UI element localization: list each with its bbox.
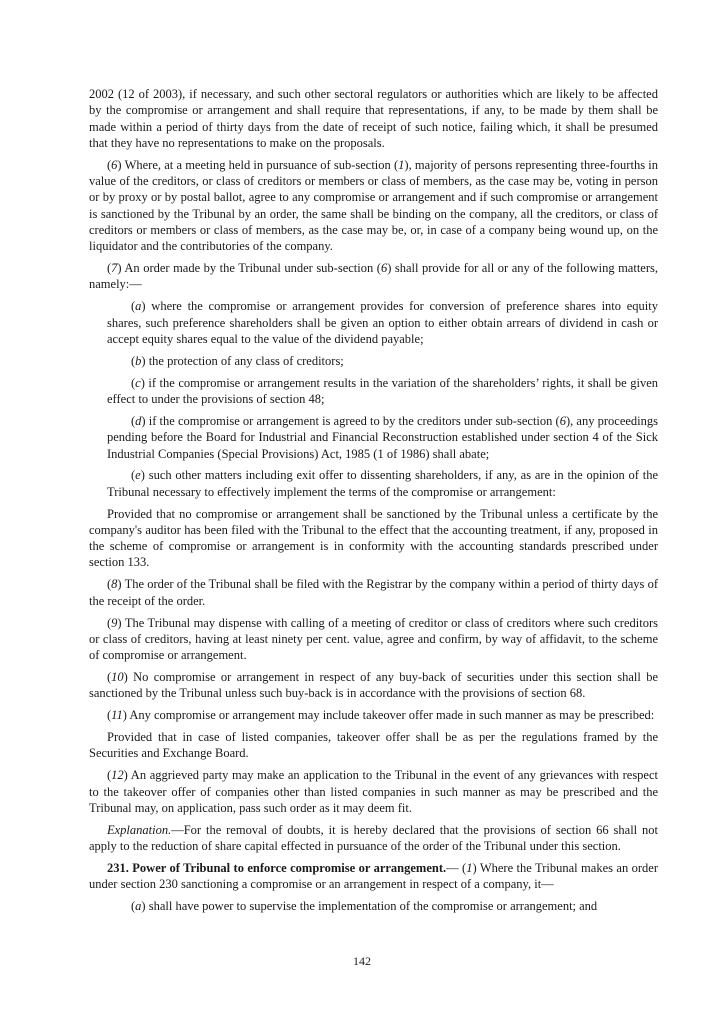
italic-text: e <box>135 468 141 483</box>
italic-text: 10 <box>111 670 124 685</box>
text-run: ) No compromise or arrangement in respect of any buy-back of securities under this section shall be sanctioned by the Tribunal unless such buy-back is in accordance with the provisions of section 68. <box>89 670 658 701</box>
text-run: ) Where, at a meeting held in pursuance of sub-section ( <box>117 157 399 172</box>
text-run: ( <box>107 615 112 630</box>
text-run: ) where the compromise or arrangement provides for conversion of preference shares into equity shares, such preference shareholders shall be given an option to either obtain arrears of dividend in cash or accept equity shares equal to the value of the dividend payable; <box>107 299 658 346</box>
text-run: ( <box>131 468 136 483</box>
text-run: ( <box>107 768 112 783</box>
text-run: 2002 (12 of 2003), if necessary, and such other sectoral regulators or authorities which are likely to be affected by the compromise or arrangement and shall require that representations, if any, to be made by them shall be made within a period of thirty days from the date of receipt of such notice, failing which, it shall be presumed that they have no representations to make on the proposals. <box>89 87 658 150</box>
italic-text: a <box>135 899 142 914</box>
text-run: ( <box>107 157 112 172</box>
text-run: ) An aggrieved party may make an application to the Tribunal in the event of any grievances with respect to the takeover offer of companies other than listed companies in such manner as may be prescribed and the Tribunal may, on application, pass such order as it may deem fit. <box>89 768 658 815</box>
italic-text: 6 <box>380 261 388 276</box>
paragraph <box>89 767 658 816</box>
paragraph <box>89 860 658 893</box>
text-run: ) the protection of any class of creditors; <box>141 353 344 368</box>
document-body <box>89 86 658 920</box>
italic-text: 1 <box>398 157 405 172</box>
italic-text: c <box>135 375 141 390</box>
paragraph <box>89 729 658 762</box>
section-heading: 231. Power of Tribunal to enforce compromise or arrangement. <box>107 860 447 875</box>
text-run: ( <box>131 353 136 368</box>
paragraph <box>107 467 658 500</box>
italic-text: a <box>135 299 142 314</box>
paragraph <box>89 707 658 723</box>
text-run: —For the removal of doubts, it is hereby declared that the provisions of section 66 shall not apply to the reduction of share capital effected in pursuance of the order of the Tribunal under this section. <box>89 822 658 854</box>
italic-text: 9 <box>111 615 118 630</box>
paragraph <box>89 506 658 571</box>
paragraph <box>107 898 658 914</box>
italic-text: 6 <box>559 413 566 428</box>
text-run: ( <box>107 708 112 723</box>
italic-text: Explanation. <box>107 822 172 837</box>
italic-text: 1 <box>466 860 473 875</box>
text-run: ) The order of the Tribunal shall be filed with the Registrar by the company within a period of thirty days of the receipt of the order. <box>89 577 658 608</box>
text-run: ), any proceedings pending before the Board for Industrial and Financial Reconstruction established under section 4 of the Sick Industrial Companies (Special Provisions) Act, 1985 (1 of 1986) shall abate; <box>107 413 659 461</box>
text-run: ( <box>107 670 112 685</box>
text-run: ) such other matters including exit offer to dissenting shareholders, if any, as are in the opinion of the Tribunal necessary to effectively implement the terms of the compromise or arrangement: <box>107 468 658 499</box>
italic-text: 12 <box>111 768 124 783</box>
text-run: ) Any compromise or arrangement may include takeover offer made in such manner as may be prescribed: <box>122 708 655 723</box>
text-run: ) shall provide for all or any of the following matters, namely:— <box>89 261 658 292</box>
italic-text: 11 <box>111 708 123 723</box>
italic-text: d <box>135 413 142 428</box>
paragraph <box>107 413 658 462</box>
text-run: ) shall have power to supervise the implementation of the compromise or arrangement; and <box>141 899 598 914</box>
text-run: ( <box>131 375 136 390</box>
paragraph <box>107 353 658 369</box>
paragraph <box>89 822 658 855</box>
text-run: ) An order made by the Tribunal under sub-section ( <box>117 261 381 276</box>
paragraph <box>89 615 658 664</box>
italic-text: b <box>135 353 142 368</box>
text-run: ) The Tribunal may dispense with calling of a meeting of creditor or class of creditors where such creditors or class of creditors, having at least ninety per cent. value, agree and confirm, by way of affidavit, to the scheme of compromise or arrangement. <box>89 615 658 663</box>
page-number: 142 <box>353 954 371 968</box>
text-run: ) if the compromise or arrangement is agreed to by the creditors under sub-section ( <box>141 413 560 428</box>
paragraph <box>89 260 658 293</box>
text-run: ) if the compromise or arrangement results in the variation of the shareholders’ rights, it shall be given effect to under the provisions of section 48; <box>107 375 658 407</box>
italic-text: 8 <box>111 577 118 592</box>
text-run: ( <box>131 299 136 314</box>
paragraph <box>89 86 658 151</box>
text-run: Provided that no compromise or arrangement shall be sanctioned by the Tribunal unless a certificate by the company's auditor has been filed with the Tribunal to the effect that the accounting treatment, if any, proposed in the scheme of compromise or arrangement is in conformity with the accounting standards prescribed under section 133. <box>89 506 658 570</box>
italic-text: 7 <box>111 261 118 276</box>
text-run: — ( <box>446 860 467 875</box>
paragraph <box>107 375 658 408</box>
text-run: ), majority of persons representing three-fourths in value of the creditors, or class of creditors or members or class of members, as the case may be, voting in person or by proxy or by postal ballot, agree to any compromise or arrangement and if such compromise or arrangement is sanctioned by the Tribunal by an order, the same shall be binding on the company, all the creditors, or class of creditors or members or class of members, as the case may be, or, in case of a company being wound up, on the liquidator and the contributories of the company. <box>89 157 658 254</box>
text-run: ( <box>131 899 136 914</box>
text-run: ( <box>131 413 136 428</box>
text-run: ( <box>107 261 112 276</box>
text-run: ( <box>107 577 112 592</box>
text-run: ) Where the Tribunal makes an order under section 230 sanctioning a compromise or an arrangement in respect of a company, it— <box>89 860 658 892</box>
text-run: Provided that in case of listed companies, takeover offer shall be as per the regulations framed by the Securities and Exchange Board. <box>89 730 658 761</box>
paragraph <box>107 298 658 347</box>
paragraph <box>89 157 658 255</box>
paragraph <box>89 669 658 702</box>
italic-text: 6 <box>111 157 118 172</box>
paragraph <box>89 576 658 609</box>
